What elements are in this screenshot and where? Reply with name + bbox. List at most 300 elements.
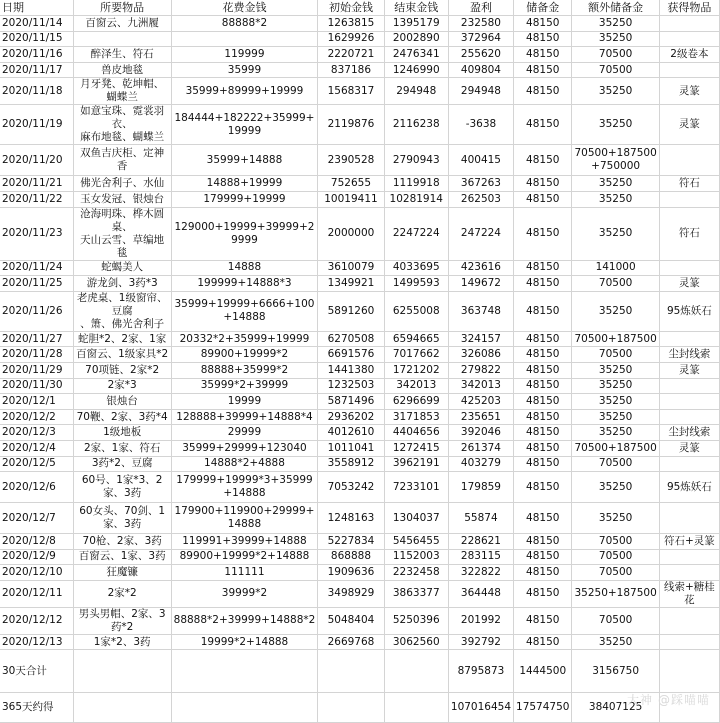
cell-date[interactable]: 2020/11/27 [0, 331, 73, 347]
cell-items[interactable]: 70枪、2家、3药 [73, 534, 171, 550]
cell-profit[interactable]: 363748 [448, 291, 513, 331]
cell-date[interactable]: 2020/12/11 [0, 580, 73, 607]
cell-obtained[interactable]: 灵篆 [659, 105, 719, 145]
cell-end-money[interactable]: 1499593 [384, 276, 448, 292]
cell-profit[interactable]: 262503 [448, 191, 513, 207]
cell-extra-reserve[interactable]: 35250 [572, 425, 659, 441]
cell-extra-reserve[interactable]: 70500+187500 +750000 [572, 145, 659, 176]
cell-start-money[interactable]: 5227834 [318, 534, 384, 550]
cell-start-money[interactable]: 752655 [318, 176, 384, 192]
cell-start-money[interactable]: 2000000 [318, 207, 384, 260]
cell-extra-reserve[interactable]: 70500 [572, 534, 659, 550]
cell-extra-reserve[interactable]: 70500 [572, 62, 659, 78]
cell-reserve[interactable]: 48150 [514, 191, 572, 207]
cell-profit[interactable]: 232580 [448, 16, 513, 32]
cell-items[interactable]: 月牙凳、乾坤帽、蝴蝶兰 [73, 78, 171, 105]
cell-start-money[interactable]: 5871496 [318, 394, 384, 410]
cell-date[interactable]: 日期 [0, 0, 73, 16]
cell-obtained[interactable] [659, 565, 719, 581]
cell-obtained[interactable]: 2级卷本 [659, 47, 719, 63]
cell-reserve[interactable]: 48150 [514, 260, 572, 276]
cell-extra-reserve[interactable]: 35250 [572, 176, 659, 192]
cell-extra-reserve[interactable]: 70500 [572, 607, 659, 634]
cell-obtained[interactable]: 符石 [659, 207, 719, 260]
cell-cost[interactable]: 14888+19999 [171, 176, 318, 192]
cell-start-money[interactable]: 1909636 [318, 565, 384, 581]
cell-items[interactable] [73, 31, 171, 47]
cell-end-money[interactable]: 10281914 [384, 191, 448, 207]
cell-obtained[interactable]: 符石 [659, 176, 719, 192]
cell-cost[interactable]: 179999+19999 [171, 191, 318, 207]
cell-extra-reserve[interactable]: 70500+187500 [572, 440, 659, 456]
cell-start-money[interactable]: 3558912 [318, 456, 384, 472]
cell-obtained[interactable]: 获得物品 [659, 0, 719, 16]
cell-profit[interactable]: -3638 [448, 105, 513, 145]
cell-items[interactable]: 2家、1家、符石 [73, 440, 171, 456]
cell-obtained[interactable] [659, 549, 719, 565]
cell-profit[interactable]: 294948 [448, 78, 513, 105]
cell-profit[interactable]: 409804 [448, 62, 513, 78]
cell-cost[interactable]: 20332*2+35999+19999 [171, 331, 318, 347]
cell-profit[interactable]: 322822 [448, 565, 513, 581]
cell-obtained[interactable] [659, 16, 719, 32]
cell-reserve[interactable]: 48150 [514, 347, 572, 363]
cell-extra-reserve[interactable]: 35250 [572, 207, 659, 260]
cell-obtained[interactable]: 线索+糖桂花 [659, 580, 719, 607]
cell-obtained[interactable]: 灵篆 [659, 276, 719, 292]
cell-date[interactable]: 2020/12/4 [0, 440, 73, 456]
cell-obtained[interactable]: 95炼妖石 [659, 472, 719, 503]
cell-start-money[interactable]: 10019411 [318, 191, 384, 207]
cell-profit[interactable]: 425203 [448, 394, 513, 410]
cell-date[interactable]: 2020/11/23 [0, 207, 73, 260]
cell-start-money[interactable]: 初始金钱 [318, 0, 384, 16]
cell-start-money[interactable]: 2669768 [318, 634, 384, 650]
cell-start-money[interactable]: 2220721 [318, 47, 384, 63]
cell-end-money[interactable]: 6594665 [384, 331, 448, 347]
cell-extra-reserve[interactable]: 35250 [572, 503, 659, 534]
cell-cost[interactable] [171, 650, 318, 693]
cell-reserve[interactable]: 48150 [514, 105, 572, 145]
cell-end-money[interactable]: 3062560 [384, 634, 448, 650]
cell-date[interactable]: 2020/12/2 [0, 409, 73, 425]
cell-extra-reserve[interactable]: 38407125 [572, 693, 659, 723]
cell-start-money[interactable]: 2119876 [318, 105, 384, 145]
cell-profit[interactable]: 392046 [448, 425, 513, 441]
cell-profit[interactable]: 55874 [448, 503, 513, 534]
cell-profit[interactable]: 342013 [448, 378, 513, 394]
cell-obtained[interactable] [659, 331, 719, 347]
cell-items[interactable]: 如意宝珠、霓裳羽衣、 麻布地毯、蝴蝶兰 [73, 105, 171, 145]
cell-items[interactable] [73, 693, 171, 723]
cell-date[interactable]: 2020/12/9 [0, 549, 73, 565]
cell-end-money[interactable]: 3171853 [384, 409, 448, 425]
cell-date[interactable]: 2020/12/8 [0, 534, 73, 550]
table-row [0, 565, 720, 581]
cell-end-money[interactable]: 342013 [384, 378, 448, 394]
cell-extra-reserve[interactable]: 35250 [572, 16, 659, 32]
cell-reserve[interactable]: 48150 [514, 565, 572, 581]
cell-reserve[interactable]: 48150 [514, 176, 572, 192]
cell-date[interactable]: 2020/11/17 [0, 62, 73, 78]
cell-reserve[interactable]: 48150 [514, 503, 572, 534]
cell-start-money[interactable]: 4012610 [318, 425, 384, 441]
cell-end-money[interactable]: 2476341 [384, 47, 448, 63]
cell-cost[interactable]: 89900+19999*2+14888 [171, 549, 318, 565]
cell-end-money[interactable]: 2790943 [384, 145, 448, 176]
cell-obtained[interactable]: 灵篆 [659, 362, 719, 378]
cell-profit[interactable]: 255620 [448, 47, 513, 63]
cell-date[interactable]: 2020/11/15 [0, 31, 73, 47]
cell-start-money[interactable]: 3610079 [318, 260, 384, 276]
cell-cost[interactable] [171, 693, 318, 723]
cell-obtained[interactable] [659, 191, 719, 207]
watermark-brand: 大神 [626, 693, 653, 707]
cell-date[interactable]: 2020/11/18 [0, 78, 73, 105]
cell-profit[interactable]: 107016454 [448, 693, 513, 723]
cell-cost[interactable]: 35999+19999+6666+100 +14888 [171, 291, 318, 331]
cell-reserve[interactable]: 48150 [514, 634, 572, 650]
cell-extra-reserve[interactable]: 70500 [572, 276, 659, 292]
cell-obtained[interactable]: 灵篆 [659, 78, 719, 105]
cell-reserve[interactable]: 48150 [514, 62, 572, 78]
cell-reserve[interactable]: 48150 [514, 549, 572, 565]
cell-start-money[interactable] [318, 693, 384, 723]
cell-date[interactable]: 2020/12/10 [0, 565, 73, 581]
cell-reserve[interactable]: 48150 [514, 580, 572, 607]
cell-profit[interactable]: 201992 [448, 607, 513, 634]
cell-date[interactable]: 2020/12/5 [0, 456, 73, 472]
cell-obtained[interactable]: 尘封线索 [659, 425, 719, 441]
cell-extra-reserve[interactable]: 35250 [572, 409, 659, 425]
cell-reserve[interactable]: 1444500 [514, 650, 572, 693]
cell-profit[interactable]: 403279 [448, 456, 513, 472]
cell-cost[interactable]: 88888+35999*2 [171, 362, 318, 378]
cell-items[interactable]: 60女头、70剑、1家、3药 [73, 503, 171, 534]
cell-end-money[interactable]: 1152003 [384, 549, 448, 565]
cell-items[interactable]: 蛇蝎美人 [73, 260, 171, 276]
cell-end-money[interactable]: 1721202 [384, 362, 448, 378]
cell-start-money[interactable]: 3498929 [318, 580, 384, 607]
cell-cost[interactable]: 19999*2+14888 [171, 634, 318, 650]
cell-extra-reserve[interactable]: 35250 [572, 394, 659, 410]
cell-extra-reserve[interactable]: 70500+187500 [572, 331, 659, 347]
cell-date[interactable]: 2020/12/12 [0, 607, 73, 634]
cell-reserve[interactable]: 48150 [514, 394, 572, 410]
cell-end-money[interactable]: 294948 [384, 78, 448, 105]
cell-cost[interactable]: 119991+39999+14888 [171, 534, 318, 550]
cell-obtained[interactable]: 尘封线索 [659, 347, 719, 363]
cell-extra-reserve[interactable]: 35250 [572, 78, 659, 105]
cell-reserve[interactable]: 储备金 [514, 0, 572, 16]
cell-items[interactable]: 双鱼吉庆柜、定神香 [73, 145, 171, 176]
cell-reserve[interactable]: 48150 [514, 331, 572, 347]
cell-start-money[interactable] [318, 650, 384, 693]
cell-items[interactable]: 60号、1家*3、2家、3药 [73, 472, 171, 503]
cell-start-money[interactable]: 1248163 [318, 503, 384, 534]
cell-items[interactable]: 兽皮地毯 [73, 62, 171, 78]
cell-obtained[interactable] [659, 503, 719, 534]
cell-start-money[interactable]: 1441380 [318, 362, 384, 378]
cell-end-money[interactable]: 1246990 [384, 62, 448, 78]
cell-cost[interactable]: 111111 [171, 565, 318, 581]
cell-items[interactable]: 3药*2、豆腐 [73, 456, 171, 472]
cell-items[interactable] [73, 650, 171, 693]
cell-end-money[interactable]: 5456455 [384, 534, 448, 550]
cell-date[interactable]: 2020/11/30 [0, 378, 73, 394]
cell-end-money[interactable]: 2247224 [384, 207, 448, 260]
cell-extra-reserve[interactable]: 70500 [572, 565, 659, 581]
cell-date[interactable]: 2020/12/7 [0, 503, 73, 534]
cell-cost[interactable]: 35999*2+39999 [171, 378, 318, 394]
cell-items[interactable]: 老虎桌、1级窗帘、豆腐 、箫、佛光舍利子 [73, 291, 171, 331]
cell-cost[interactable]: 39999*2 [171, 580, 318, 607]
cell-start-money[interactable]: 5891260 [318, 291, 384, 331]
cell-items[interactable]: 1级地板 [73, 425, 171, 441]
cell-start-money[interactable]: 1263815 [318, 16, 384, 32]
cell-obtained[interactable] [659, 145, 719, 176]
cell-end-money[interactable]: 1119918 [384, 176, 448, 192]
cell-date[interactable]: 2020/11/21 [0, 176, 73, 192]
cell-extra-reserve[interactable]: 35250 [572, 362, 659, 378]
cell-reserve[interactable]: 48150 [514, 378, 572, 394]
cell-obtained[interactable] [659, 394, 719, 410]
cell-end-money[interactable]: 1272415 [384, 440, 448, 456]
cell-start-money[interactable]: 1568317 [318, 78, 384, 105]
cell-profit[interactable]: 324157 [448, 331, 513, 347]
cell-start-money[interactable]: 1011041 [318, 440, 384, 456]
cell-obtained[interactable]: 符石+灵篆 [659, 534, 719, 550]
cell-cost[interactable]: 29999 [171, 425, 318, 441]
cell-date[interactable]: 2020/11/16 [0, 47, 73, 63]
cell-profit[interactable]: 8795873 [448, 650, 513, 693]
cell-start-money[interactable]: 868888 [318, 549, 384, 565]
cell-extra-reserve[interactable]: 70500 [572, 47, 659, 63]
cell-profit[interactable]: 364448 [448, 580, 513, 607]
cell-end-money[interactable]: 2002890 [384, 31, 448, 47]
cell-items[interactable]: 沧海明珠、桦木圆桌、 天山云雪、草编地毯 [73, 207, 171, 260]
cell-profit[interactable]: 326086 [448, 347, 513, 363]
cell-items[interactable]: 百窗云、1家、3药 [73, 549, 171, 565]
cell-reserve[interactable]: 48150 [514, 78, 572, 105]
cell-profit[interactable]: 228621 [448, 534, 513, 550]
cell-start-money[interactable]: 837186 [318, 62, 384, 78]
cell-end-money[interactable]: 3962191 [384, 456, 448, 472]
table-row [0, 207, 720, 260]
cell-profit[interactable]: 235651 [448, 409, 513, 425]
cell-items[interactable]: 1家*2、3药 [73, 634, 171, 650]
cell-reserve[interactable]: 48150 [514, 440, 572, 456]
cell-reserve[interactable]: 48150 [514, 409, 572, 425]
cell-profit[interactable]: 400415 [448, 145, 513, 176]
cell-items[interactable]: 狂魔镰 [73, 565, 171, 581]
cell-extra-reserve[interactable]: 35250 [572, 291, 659, 331]
cell-date[interactable]: 2020/12/6 [0, 472, 73, 503]
cell-items[interactable]: 游龙剑、3药*3 [73, 276, 171, 292]
cell-extra-reserve[interactable]: 3156750 [572, 650, 659, 693]
cell-reserve[interactable]: 17574750 [514, 693, 572, 723]
cell-extra-reserve[interactable]: 70500 [572, 347, 659, 363]
cell-items[interactable]: 蛇胆*2、2家、1家 [73, 331, 171, 347]
cell-end-money[interactable]: 6296699 [384, 394, 448, 410]
cell-date[interactable]: 2020/11/29 [0, 362, 73, 378]
cell-date[interactable]: 2020/11/24 [0, 260, 73, 276]
cell-cost[interactable]: 88888*2 [171, 16, 318, 32]
cell-obtained[interactable] [659, 634, 719, 650]
cell-end-money[interactable]: 5250396 [384, 607, 448, 634]
cell-reserve[interactable]: 48150 [514, 607, 572, 634]
cell-profit[interactable]: 372964 [448, 31, 513, 47]
cell-date[interactable]: 2020/12/13 [0, 634, 73, 650]
cell-extra-reserve[interactable]: 70500 [572, 549, 659, 565]
cell-extra-reserve[interactable]: 35250 [572, 378, 659, 394]
cell-extra-reserve[interactable]: 70500 [572, 456, 659, 472]
cell-obtained[interactable] [659, 260, 719, 276]
cell-date[interactable]: 2020/11/22 [0, 191, 73, 207]
cell-cost[interactable]: 14888 [171, 260, 318, 276]
cell-reserve[interactable]: 48150 [514, 291, 572, 331]
table-row [0, 16, 720, 32]
cell-date[interactable]: 365天约得 [0, 693, 73, 723]
cell-date[interactable]: 2020/11/26 [0, 291, 73, 331]
cell-cost[interactable]: 35999+89999+19999 [171, 78, 318, 105]
cell-reserve[interactable]: 48150 [514, 456, 572, 472]
cell-start-money[interactable]: 6270508 [318, 331, 384, 347]
cell-cost[interactable]: 179999+19999*3+35999 +14888 [171, 472, 318, 503]
cell-cost[interactable]: 128888+39999+14888*4 [171, 409, 318, 425]
cell-items[interactable]: 所要物品 [73, 0, 171, 16]
cell-date[interactable]: 2020/12/1 [0, 394, 73, 410]
cell-cost[interactable]: 35999 [171, 62, 318, 78]
cell-cost[interactable]: 129000+19999+39999+2 9999 [171, 207, 318, 260]
cell-reserve[interactable]: 48150 [514, 425, 572, 441]
cell-start-money[interactable]: 5048404 [318, 607, 384, 634]
cell-date[interactable]: 2020/11/25 [0, 276, 73, 292]
cell-items[interactable]: 70项链、2家*2 [73, 362, 171, 378]
cell-start-money[interactable]: 1232503 [318, 378, 384, 394]
cell-extra-reserve[interactable]: 35250 [572, 31, 659, 47]
cell-date[interactable]: 2020/12/3 [0, 425, 73, 441]
cell-end-money[interactable]: 7017662 [384, 347, 448, 363]
cell-profit[interactable]: 392792 [448, 634, 513, 650]
cell-cost[interactable]: 14888*2+4888 [171, 456, 318, 472]
cell-items[interactable]: 银烛台 [73, 394, 171, 410]
cell-profit[interactable]: 423616 [448, 260, 513, 276]
cell-obtained[interactable] [659, 607, 719, 634]
cell-obtained[interactable]: 95炼妖石 [659, 291, 719, 331]
cell-extra-reserve[interactable]: 额外储备金 [572, 0, 659, 16]
cell-extra-reserve[interactable]: 35250 [572, 472, 659, 503]
cell-items[interactable]: 玉女发冠、银烛台 [73, 191, 171, 207]
cell-items[interactable]: 2家*2 [73, 580, 171, 607]
cell-date[interactable]: 2020/11/19 [0, 105, 73, 145]
cell-cost[interactable]: 35999+29999+123040 [171, 440, 318, 456]
cell-items[interactable]: 男头男帽、2家、3药*2 [73, 607, 171, 634]
cell-items[interactable]: 醉泽生、符石 [73, 47, 171, 63]
cell-profit[interactable]: 盈利 [448, 0, 513, 16]
cell-cost[interactable]: 35999+14888 [171, 145, 318, 176]
cell-reserve[interactable]: 48150 [514, 276, 572, 292]
cell-cost[interactable]: 88888*2+39999+14888*2 [171, 607, 318, 634]
cell-start-money[interactable]: 6691576 [318, 347, 384, 363]
cell-reserve[interactable]: 48150 [514, 31, 572, 47]
cell-items[interactable]: 百窗云、1级家具*2 [73, 347, 171, 363]
cell-profit[interactable]: 247224 [448, 207, 513, 260]
cell-profit[interactable]: 367263 [448, 176, 513, 192]
cell-start-money[interactable]: 7053242 [318, 472, 384, 503]
cell-end-money[interactable]: 1395179 [384, 16, 448, 32]
cell-reserve[interactable]: 48150 [514, 362, 572, 378]
cell-profit[interactable]: 261374 [448, 440, 513, 456]
cell-reserve[interactable]: 48150 [514, 472, 572, 503]
cell-reserve[interactable]: 48150 [514, 145, 572, 176]
cell-date[interactable]: 2020/11/20 [0, 145, 73, 176]
cell-items[interactable]: 70鞭、2家、3药*4 [73, 409, 171, 425]
cell-obtained[interactable]: 灵篆 [659, 440, 719, 456]
cell-date[interactable]: 2020/11/28 [0, 347, 73, 363]
cell-cost[interactable]: 119999 [171, 47, 318, 63]
cell-start-money[interactable]: 2390528 [318, 145, 384, 176]
cell-extra-reserve[interactable]: 35250 [572, 634, 659, 650]
cell-obtained[interactable] [659, 31, 719, 47]
cell-obtained[interactable] [659, 378, 719, 394]
cell-end-money[interactable]: 2116238 [384, 105, 448, 145]
cell-cost[interactable]: 89900+19999*2 [171, 347, 318, 363]
cell-cost[interactable]: 179900+119900+29999+ 14888 [171, 503, 318, 534]
cell-items[interactable]: 百窗云、九洲履 [73, 16, 171, 32]
cell-items[interactable]: 2家*3 [73, 378, 171, 394]
cell-profit[interactable]: 283115 [448, 549, 513, 565]
cell-cost[interactable]: 19999 [171, 394, 318, 410]
cell-end-money[interactable] [384, 650, 448, 693]
cell-obtained[interactable] [659, 409, 719, 425]
cell-obtained[interactable] [659, 456, 719, 472]
cell-start-money[interactable]: 1349921 [318, 276, 384, 292]
cell-end-money[interactable]: 结束金钱 [384, 0, 448, 16]
cell-end-money[interactable]: 1304037 [384, 503, 448, 534]
cell-reserve[interactable]: 48150 [514, 534, 572, 550]
cell-start-money[interactable]: 1629926 [318, 31, 384, 47]
cell-cost[interactable]: 花费金钱 [171, 0, 318, 16]
cell-end-money[interactable] [384, 693, 448, 723]
cell-date[interactable]: 2020/11/14 [0, 16, 73, 32]
cell-reserve[interactable]: 48150 [514, 47, 572, 63]
cell-extra-reserve[interactable]: 35250 [572, 191, 659, 207]
cell-extra-reserve[interactable]: 35250+187500 [572, 580, 659, 607]
cell-end-money[interactable]: 7233101 [384, 472, 448, 503]
cell-extra-reserve[interactable]: 35250 [572, 105, 659, 145]
cell-profit[interactable]: 279822 [448, 362, 513, 378]
cell-reserve[interactable]: 48150 [514, 207, 572, 260]
cell-date[interactable]: 30天合计 [0, 650, 73, 693]
cell-end-money[interactable]: 6255008 [384, 291, 448, 331]
cell-items[interactable]: 佛光舍利子、水仙 [73, 176, 171, 192]
cell-cost[interactable]: 199999+14888*3 [171, 276, 318, 292]
cell-reserve[interactable]: 48150 [514, 16, 572, 32]
cell-cost[interactable] [171, 31, 318, 47]
cell-end-money[interactable]: 4404656 [384, 425, 448, 441]
cell-obtained[interactable] [659, 650, 719, 693]
cell-end-money[interactable]: 4033695 [384, 260, 448, 276]
cell-end-money[interactable]: 3863377 [384, 580, 448, 607]
cell-cost[interactable]: 184444+182222+35999+ 19999 [171, 105, 318, 145]
cell-end-money[interactable]: 2232458 [384, 565, 448, 581]
cell-profit[interactable]: 149672 [448, 276, 513, 292]
cell-start-money[interactable]: 2936202 [318, 409, 384, 425]
cell-profit[interactable]: 179859 [448, 472, 513, 503]
cell-extra-reserve[interactable]: 141000 [572, 260, 659, 276]
cell-obtained[interactable] [659, 62, 719, 78]
